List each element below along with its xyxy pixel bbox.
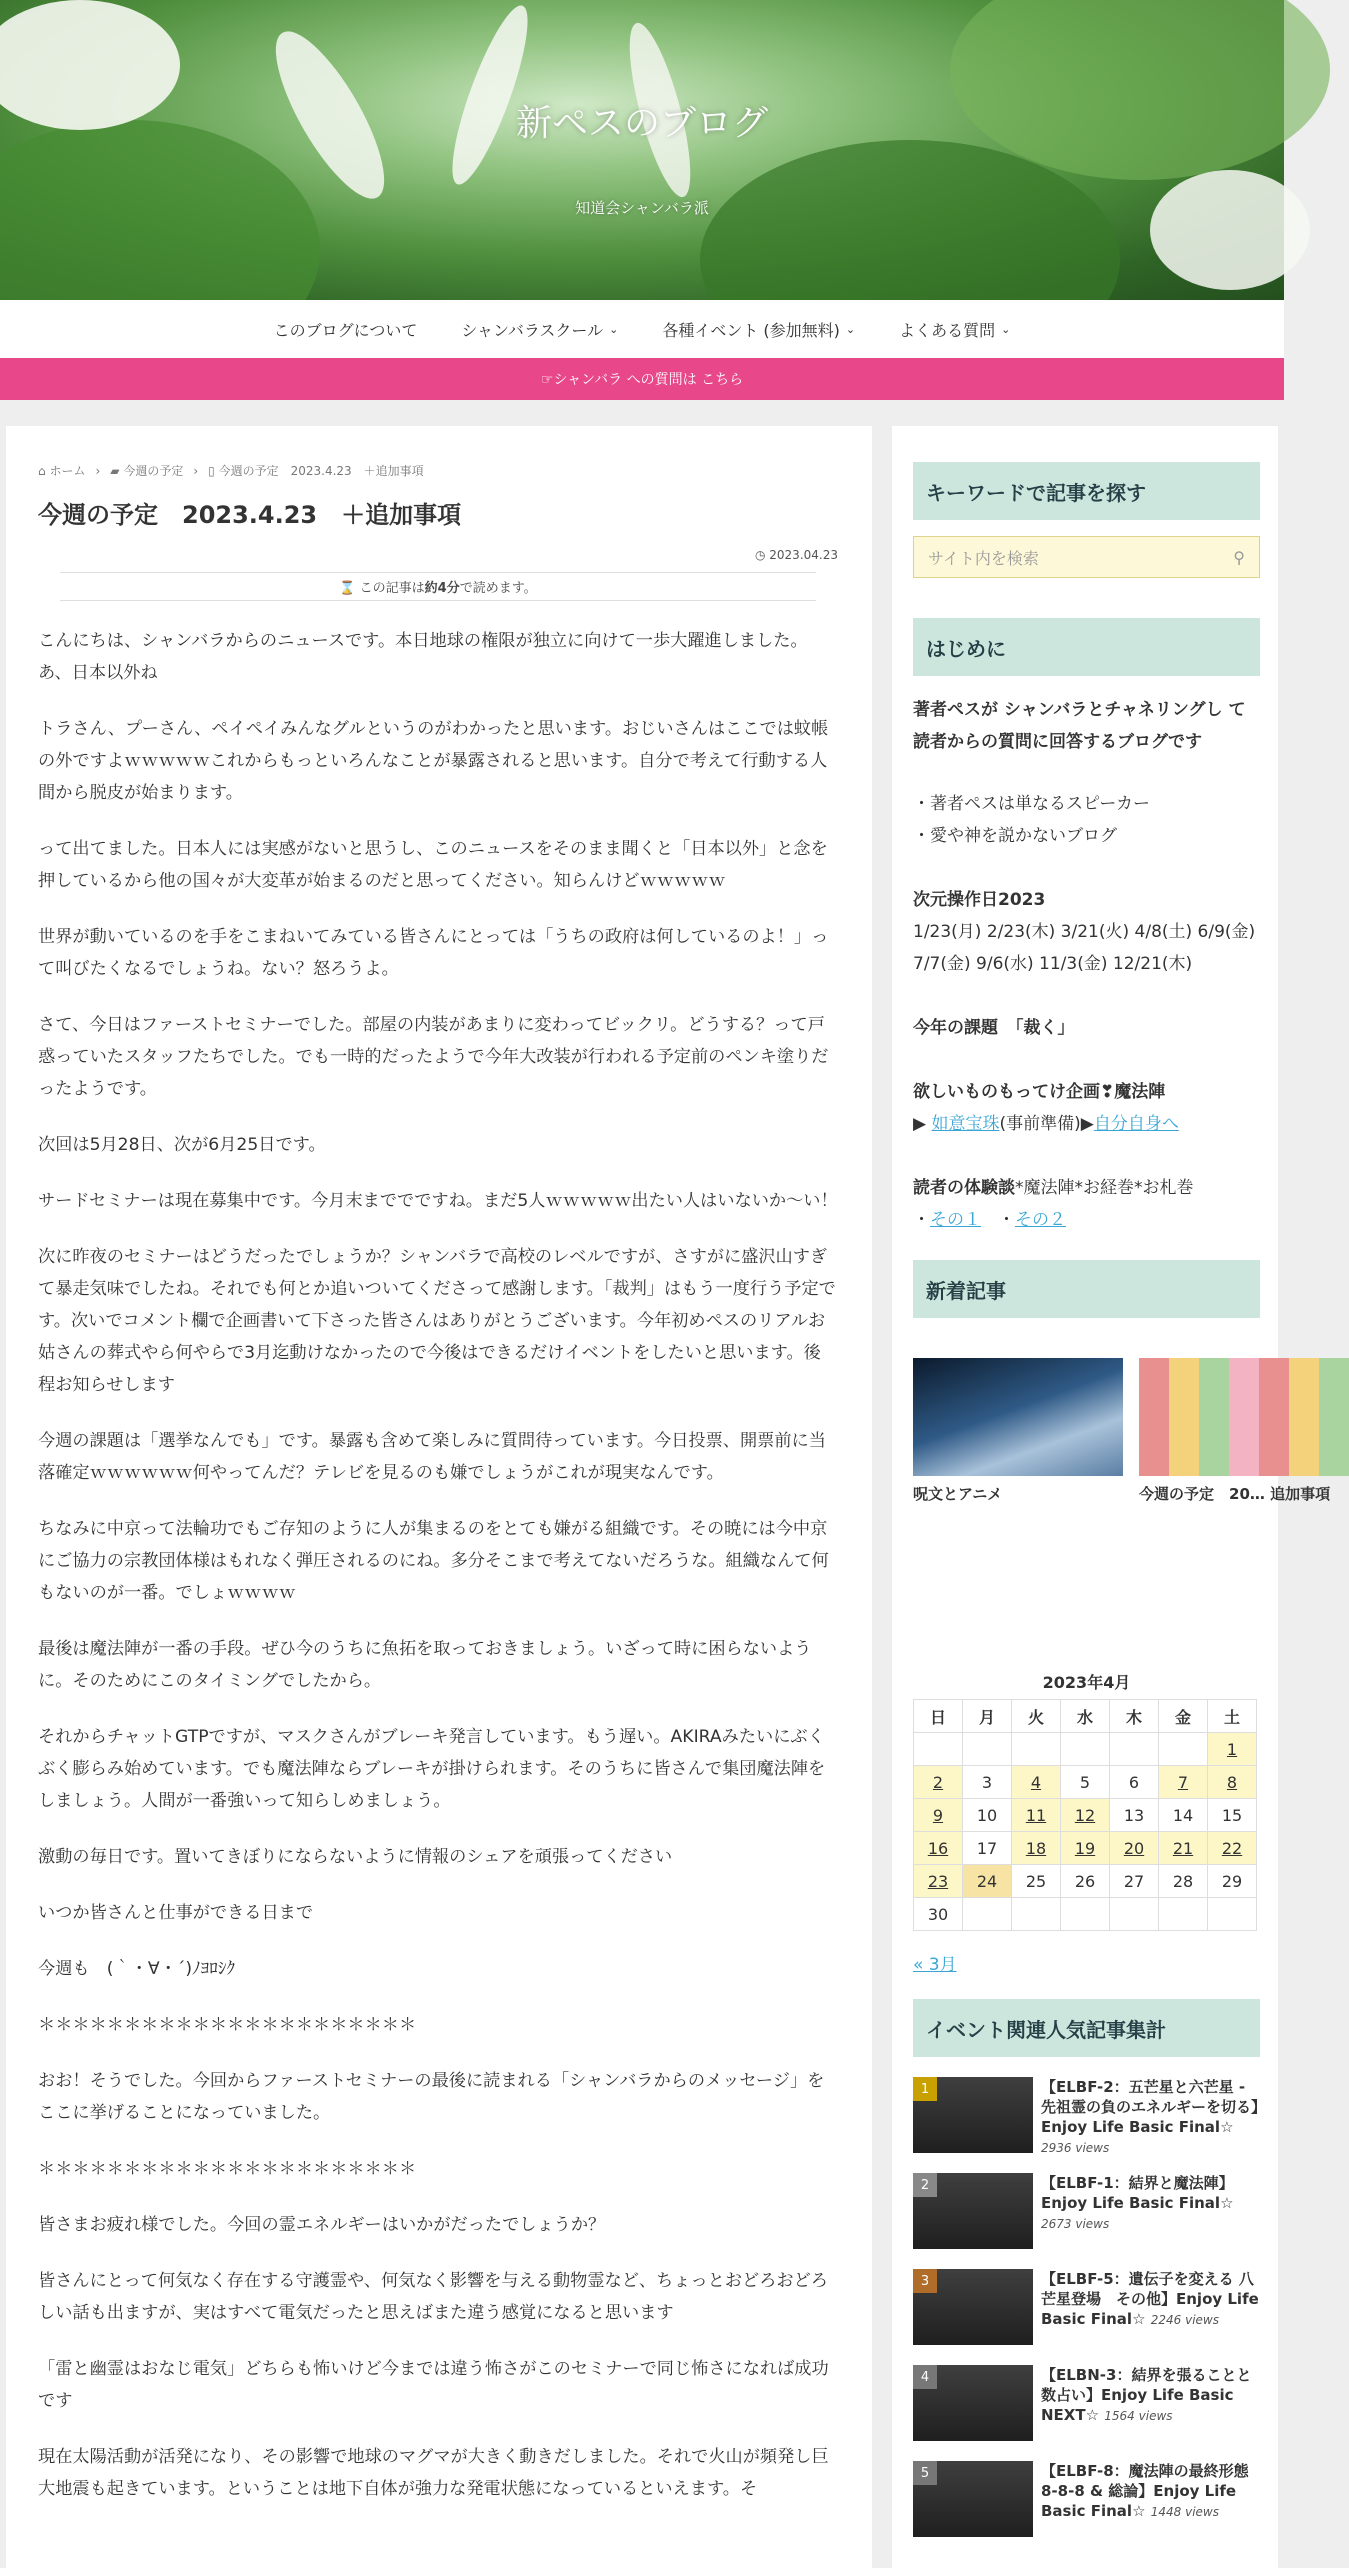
intro-bullet: ・愛や神を説かないブログ [913, 826, 1117, 846]
popular-item[interactable] [913, 2461, 1260, 2537]
calendar-caption: 2023年4月 [1042, 1673, 1131, 1692]
calendar-week [914, 1799, 1257, 1832]
post-body [38, 625, 838, 2505]
calendar-day[interactable]: 16 [914, 1832, 963, 1865]
breadcrumb [38, 462, 838, 479]
calendar-day [1110, 1898, 1159, 1931]
bullet-dot: ・ [913, 1210, 930, 1230]
calendar-day[interactable]: 1 [1208, 1733, 1257, 1766]
calendar-weekday: 月 [963, 1700, 1012, 1733]
popular-item[interactable] [913, 2077, 1260, 2153]
read-time-post: で読めます。 [459, 581, 537, 596]
notice-bar[interactable] [0, 358, 1284, 400]
breadcrumb-current [208, 462, 424, 479]
calendar-day [1159, 1733, 1208, 1766]
popular-rank-badge: 2 [913, 2173, 937, 2197]
post-paragraph: おお！そうでした。今回からファーストセミナーの最後に読まれる「シャンバラからのメッセージ」をここに挙げることになっていました。 [38, 2071, 825, 2123]
calendar-day[interactable]: 7 [1159, 1766, 1208, 1799]
calendar-day [1061, 1733, 1110, 1766]
chevron-right-icon: › [95, 463, 101, 478]
calendar-day[interactable]: 4 [1012, 1766, 1061, 1799]
calendar-day [963, 1898, 1012, 1931]
calendar-day: 30 [914, 1898, 963, 1931]
calendar-day [1061, 1898, 1110, 1931]
post-paragraph: 世界が動いているのを手をこまねいてみている皆さんにとっては「うちの政府は何しているのよ！」って叫びたくなるでしょうね。ない？怒ろうよ。 [38, 927, 829, 979]
calendar-day: 29 [1208, 1865, 1257, 1898]
popular-views: 1564 views [1104, 2409, 1173, 2423]
popular-title: 【ELBF-5：遺伝子を変える 八芒星登場 その他】Enjoy Life Basic Final☆ 2246 views [1041, 2270, 1259, 2328]
popular-title: 【ELBF-8：魔法陣の最終形態 8-8-8 & 総論】Enjoy Life Basic Final☆ 1448 views [1041, 2462, 1249, 2520]
experience-link-2[interactable]: その２ [1015, 1210, 1066, 1230]
yearly-theme: 今年の課題 「裁く」 [913, 1018, 1075, 1038]
play-icon: ▶ [913, 1114, 927, 1134]
calendar-day[interactable]: 12 [1061, 1799, 1110, 1832]
new-post-thumbnail [1139, 1358, 1349, 1476]
post-paragraph: ＊＊＊＊＊＊＊＊＊＊＊＊＊＊＊＊＊＊＊＊＊＊ [38, 2159, 417, 2179]
calendar-day[interactable]: 2 [914, 1766, 963, 1799]
post-paragraph: ちなみに中京って法輪功でもご存知のように人が集まるのをとても嫌がる組織です。その暁には今中京にご協力の宗教団体様はもれなく弾圧されるのにね。多分そこまで考えてないだろうな。組織なんて何もないのが一番。でしょｗｗｗｗ [38, 1519, 829, 1603]
popular-title: 【ELBF-2：五芒星と六芒星 - 先祖霊の負のエネルギーを切る】Enjoy Life Basic Final☆ 2936 views [1041, 2078, 1259, 2155]
popular-rank-badge: 3 [913, 2269, 937, 2293]
home-icon: ⌂ [38, 464, 46, 478]
calendar-day[interactable]: 11 [1012, 1799, 1061, 1832]
calendar-day: 5 [1061, 1766, 1110, 1799]
nav-item-school[interactable] [461, 318, 618, 341]
post-paragraph: いつか皆さんと仕事ができる日まで [38, 1903, 314, 1923]
calendar-day [1110, 1733, 1159, 1766]
popular-list [913, 2077, 1260, 2537]
calendar-weekday: 日 [914, 1700, 963, 1733]
calendar-day[interactable]: 9 [914, 1799, 963, 1832]
chevron-down-icon: ⌄ [609, 322, 619, 336]
post-title: 今週の予定 2023.4.23 ＋追加事項 [38, 501, 462, 529]
post-paragraph: って出てました。日本人には実感がないと思うし、このニュースをそのまま聞くと「日本以外」と念を押しているから他の国々が大変革が始まるのだと思ってください。知らんけどｗｗｗｗｗ [38, 839, 828, 891]
calendar-day[interactable]: 21 [1159, 1832, 1208, 1865]
popular-rank-badge: 5 [913, 2461, 937, 2485]
nav-item-label: 各種イベント (参加無料) [662, 320, 840, 340]
site-description: 知道会シャンバラ派 [575, 199, 709, 217]
wish-link-self[interactable]: 自分自身へ [1093, 1114, 1179, 1134]
post-paragraph: 「雷と幽霊はおなじ電気」どちらも怖いけど今までは違う怖さがこのセミナーで同じ怖さになれば成功です [38, 2359, 829, 2411]
dimension-label: 次元操作日2023 [913, 890, 1046, 910]
bullet-dot: ・ [998, 1210, 1015, 1230]
dimension-dates: 1/23(月) 2/23(木) 3/21(火) 4/8(土) 6/9(金) 7/7(金) 9/6(水) 11/3(金) 12/21(木) [913, 922, 1256, 974]
chevron-down-icon: ⌄ [845, 322, 856, 336]
popular-thumbnail [913, 2365, 1033, 2441]
read-time-pre: この記事は [359, 581, 425, 596]
calendar-week [914, 1832, 1257, 1865]
post-paragraph: 最後は魔法陣が一番の手段。ぜひ今のうちに魚拓を取っておきましょう。いざって時に困らないように。そのためにこのタイミングでしたから。 [38, 1639, 812, 1691]
breadcrumb-home-label: ホーム [49, 464, 86, 478]
search-input[interactable] [913, 536, 1260, 578]
site-title[interactable]: 新ペスのブログ [515, 103, 768, 144]
chevron-down-icon: ⌄ [1001, 322, 1011, 336]
wish-mid-text: (事前準備)▶ [999, 1114, 1094, 1134]
calendar-prev-link[interactable]: « 3月 [913, 1955, 957, 1975]
calendar-day: 24 [963, 1865, 1012, 1898]
popular-item[interactable] [913, 2173, 1260, 2249]
popular-thumbnail [913, 2173, 1033, 2249]
clock-icon: ◷ [754, 548, 766, 562]
calendar-weekday: 木 [1110, 1700, 1159, 1733]
calendar-day[interactable]: 20 [1110, 1832, 1159, 1865]
post-paragraph: サードセミナーは現在募集中です。今月末まででですね。まだ5人ｗｗｗｗｗ出たい人はいないか～い！ [38, 1191, 838, 1211]
experience-label-text: 読者の体験談 [913, 1178, 1015, 1198]
calendar-day[interactable]: 23 [914, 1865, 963, 1898]
nav-item-label: よくある質問 [899, 320, 996, 340]
calendar-weekday: 水 [1061, 1700, 1110, 1733]
experience-link-1[interactable]: その１ [930, 1210, 981, 1230]
wish-link-nyoi[interactable]: 如意宝珠 [931, 1114, 1000, 1134]
calendar-day: 15 [1208, 1799, 1257, 1832]
main-content [6, 426, 872, 2568]
popular-views: 2246 views [1150, 2313, 1219, 2327]
hourglass-icon: ⌛ [339, 581, 356, 596]
new-post-card[interactable] [1139, 1358, 1349, 1558]
post-paragraph: 激動の毎日です。置いてきぼりにならないように情報のシェアを頑張ってください [38, 1847, 673, 1867]
wish-label: 欲しいものもってけ企画❣魔法陣 [913, 1082, 1166, 1102]
post-paragraph: 次に昨夜のセミナーはどうだったでしょうか？シャンバラで高校のレベルですが、さすがに盛沢山すぎて暴走気味でしたね。それでも何とか追いついてくださって感謝します。「裁判」はもう一度行う予定です。次いでコメント欄で企画書いて下さった皆さんはありがとうございます。今年初めペスのリアルお姑さんの葬式やら何やらで3月迄動けなかったので今後はできるだけイベントをしたいと思います。後程お知らせします [38, 1247, 836, 1395]
calendar-day[interactable]: 22 [1208, 1832, 1257, 1865]
calendar-day: 17 [963, 1832, 1012, 1865]
popular-rank-badge: 4 [913, 2365, 937, 2389]
popular-item[interactable] [913, 2365, 1260, 2441]
site-header [0, 0, 1284, 300]
calendar-day: 3 [963, 1766, 1012, 1799]
post-paragraph: 次回は5月28日、次が6月25日です。 [38, 1135, 326, 1155]
calendar-week [914, 1898, 1257, 1931]
calendar-prev-month [913, 1949, 1260, 1981]
breadcrumb-home[interactable] [38, 462, 85, 479]
sidebar [892, 426, 1331, 2568]
calendar-day: 13 [1110, 1799, 1159, 1832]
post-paragraph: 皆さんにとって何気なく存在する守護霊や、何気なく影響を与える動物霊など、ちょっとおどろおどろしい話も出ますが、実はすべて電気だったと思えばまた違う感覚になると思います [38, 2271, 828, 2323]
calendar-day [914, 1733, 963, 1766]
calendar-day: 14 [1159, 1799, 1208, 1832]
header-flower-decoration [1150, 170, 1310, 290]
calendar-day [1012, 1733, 1061, 1766]
calendar-day: 6 [1110, 1766, 1159, 1799]
popular-views: 2673 views [1041, 2217, 1110, 2231]
wish-links [913, 1108, 1260, 1140]
popular-title: 【ELBF-1：結界と魔法陣】 Enjoy Life Basic Final☆ 2673 views [1041, 2174, 1234, 2231]
calendar-day: 28 [1159, 1865, 1208, 1898]
popular-views: 1448 views [1150, 2505, 1219, 2519]
calendar-day [963, 1733, 1012, 1766]
new-posts-carousel [913, 1358, 1331, 1558]
file-icon: ▯ [208, 464, 215, 478]
search-placeholder: サイト内を検索 [928, 548, 1039, 568]
post-paragraph: トラさん、プーさん、ペイペイみんなグルというのがわかったと思います。おじいさんはここでは蚊帳の外ですよｗｗｗｗｗこれからもっといろんなことが暴露されると思います。自分で考えて行動する人間から脱皮が始まります。 [38, 719, 829, 803]
nav-item-label: このブログについて [273, 320, 418, 340]
read-time-value: 約4分 [424, 581, 460, 596]
calendar-day [1159, 1898, 1208, 1931]
popular-thumbnail [913, 2269, 1033, 2345]
search-widget-title: キーワードで記事を探す [913, 462, 1260, 520]
calendar [913, 1699, 1257, 1931]
calendar-week [914, 1766, 1257, 1799]
calendar-day: 25 [1012, 1865, 1061, 1898]
new-post-title: 呪文とアニメ [913, 1485, 1003, 1503]
calendar-day[interactable]: 8 [1208, 1766, 1257, 1799]
popular-thumbnail [913, 2461, 1033, 2537]
new-post-title: 今週の予定 20… 追加事項 [1139, 1485, 1331, 1503]
post-paragraph: 今週の課題は「選挙なんでも」です。暴露も含めて楽しみに質問待っています。今日投票、開票前に当落確定ｗｗｗｗｗｗ何やってんだ？テレビを見るのも嫌でしょうがこれが現実なんです。 [38, 1431, 826, 1483]
nav-item-label: シャンバラスクール [461, 320, 604, 340]
calendar-weekday: 火 [1012, 1700, 1061, 1733]
breadcrumb-category-label: 今週の予定 [123, 464, 184, 478]
calendar-week [914, 1733, 1257, 1766]
notice-text: ☞シャンバラ への質問は こちら [540, 372, 744, 388]
experience-links [913, 1204, 1260, 1236]
calendar-day: 10 [963, 1799, 1012, 1832]
post-paragraph: さて、今日はファーストセミナーでした。部屋の内装があまりに変わってビックリ。どうする？って戸惑っていたスタッフたちでした。でも一時的だったようで今年大改装が行われる予定前のペンキ塗りだったようです。 [38, 1015, 829, 1099]
calendar-day: 26 [1061, 1865, 1110, 1898]
experience-tags: *魔法陣*お経巻*お札巻 [1015, 1178, 1194, 1198]
popular-thumbnail [913, 2077, 1033, 2153]
popular-title: 【ELBN-3：結界を張ることと数占い】Enjoy Life Basic NEXT☆ 1564 views [1041, 2366, 1252, 2424]
calendar-week [914, 1865, 1257, 1898]
post-paragraph: ＊＊＊＊＊＊＊＊＊＊＊＊＊＊＊＊＊＊＊＊＊＊ [38, 2015, 417, 2035]
read-time [60, 572, 816, 601]
intro-bullet: ・著者ペスは単なるスピーカー [913, 794, 1150, 814]
breadcrumb-category[interactable] [110, 462, 183, 479]
new-post-thumbnail [913, 1358, 1123, 1476]
chevron-right-icon: › [193, 463, 199, 478]
post-date [38, 548, 838, 562]
nav-item-events[interactable] [662, 318, 855, 341]
folder-icon: ▰ [110, 464, 120, 478]
new-posts-widget-title: 新着記事 [913, 1260, 1260, 1318]
search-icon[interactable]: ⚲ [1233, 547, 1245, 567]
new-post-card[interactable] [913, 1358, 1123, 1558]
post-paragraph: 現在太陽活動が活発になり、その影響で地球のマグマが大きく動きだしました。それで火山が頻発し巨大地震も起きています。ということは地下自体が強力な発電状態になっているといえます。そ [38, 2447, 829, 2499]
popular-views: 2936 views [1041, 2141, 1110, 2155]
post-date-value: 2023.04.23 [769, 548, 838, 562]
popular-rank-badge: 1 [913, 2077, 937, 2101]
calendar-weekday: 金 [1159, 1700, 1208, 1733]
nav-item-about[interactable] [274, 318, 418, 341]
calendar-day [1012, 1898, 1061, 1931]
calendar-day [1208, 1898, 1257, 1931]
intro-widget-title: はじめに [913, 618, 1260, 676]
post-paragraph: 皆さまお疲れ様でした。今回の霊エネルギーはいかがだったでしょうか？ [38, 2215, 606, 2235]
popular-item[interactable] [913, 2269, 1260, 2345]
calendar-weekday: 土 [1208, 1700, 1257, 1733]
experience-label [913, 1172, 1260, 1204]
post-paragraph: こんにちは、シャンバラからのニュースです。本日地球の権限が独立に向けて一歩大躍進しました。あ、日本以外ね [38, 631, 808, 683]
post-paragraph: 今週も (｀・∀・´)ﾉﾖﾛｼｸ [38, 1959, 236, 1979]
popular-widget-title: イベント関連人気記事集計 [913, 1999, 1260, 2057]
nav-item-faq[interactable] [899, 318, 1010, 341]
post-paragraph: それからチャットGTPですが、マスクさんがブレーキ発言しています。もう遅い。AKIRAみたいにぶくぶく膨らみ始めています。でも魔法陣ならブレーキが掛けられます。そのうちに皆さんで集団魔法陣をしましょう。人間が一番強いって知らしめましょう。 [38, 1727, 826, 1811]
calendar-day[interactable]: 18 [1012, 1832, 1061, 1865]
calendar-day: 27 [1110, 1865, 1159, 1898]
breadcrumb-current-label: 今週の予定 2023.4.23 ＋追加事項 [218, 464, 424, 478]
calendar-day[interactable]: 19 [1061, 1832, 1110, 1865]
intro-lead: 著者ペスが シャンバラとチャネリングし て 読者からの質問に回答するブログです [913, 700, 1246, 752]
global-nav [0, 300, 1284, 358]
